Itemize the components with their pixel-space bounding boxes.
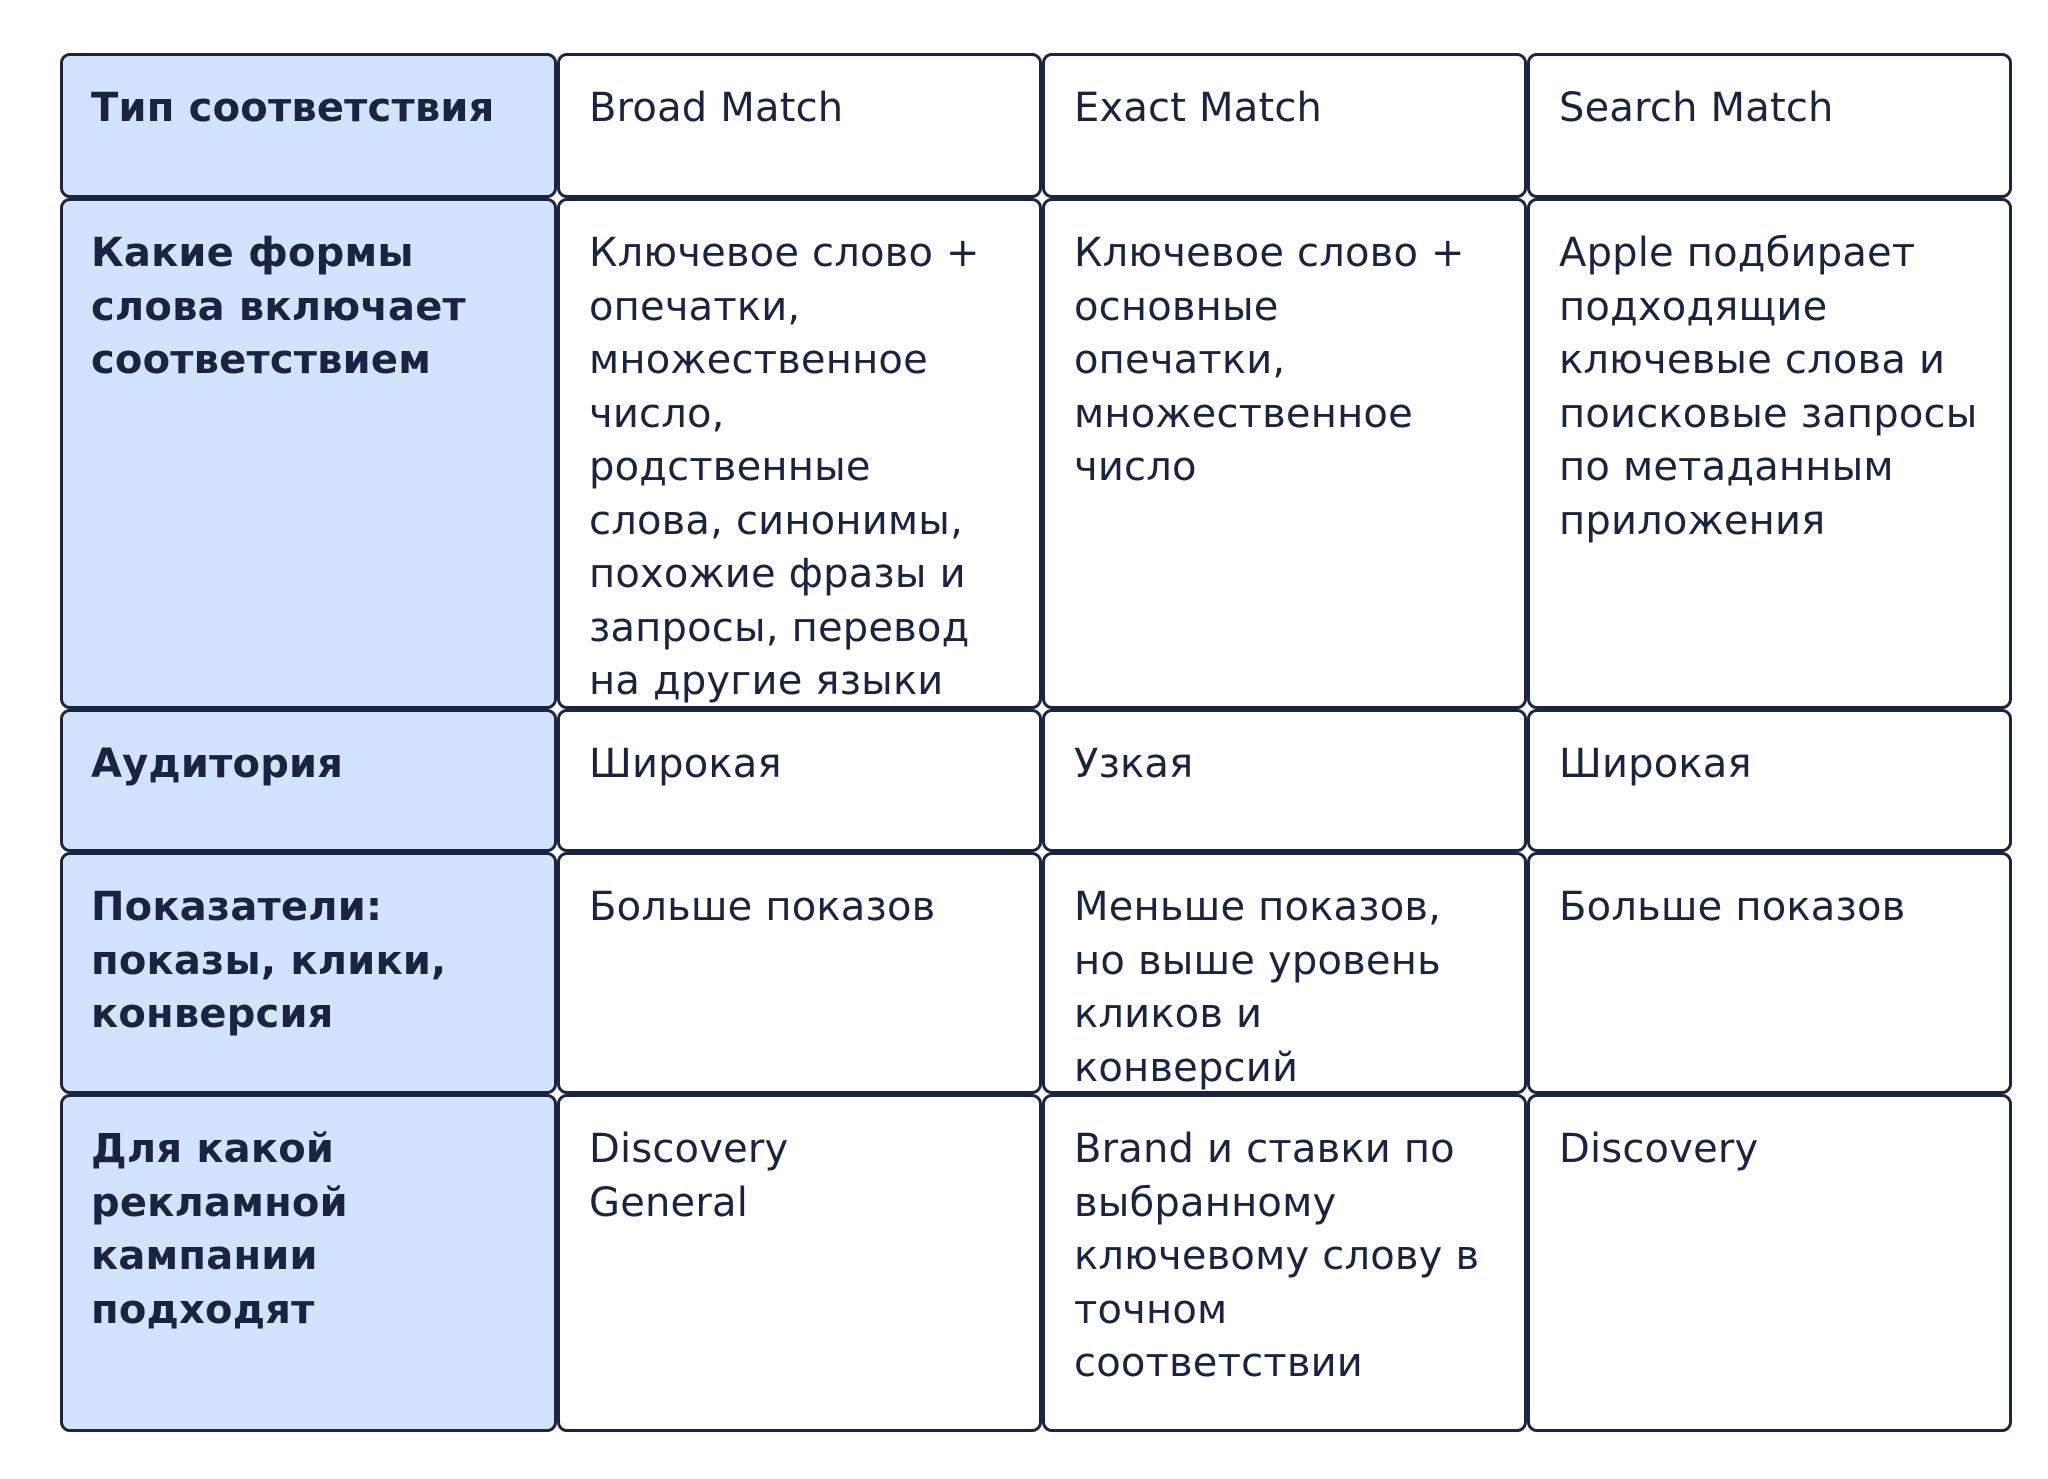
row-label-match-type: Тип соответствия (60, 53, 557, 198)
cell-campaign-search: Discovery (1527, 1094, 2012, 1432)
row-label-metrics: Показатели: показы, клики, конверсия (60, 852, 557, 1094)
cell-audience-search: Широкая (1527, 709, 2012, 852)
cell-word-forms-exact: Ключевое слово + основные опечатки, множественное число (1042, 198, 1527, 709)
cell-metrics-broad: Больше показов (557, 852, 1042, 1094)
cell-campaign-broad: Discovery General (557, 1094, 1042, 1432)
cell-broad-match: Broad Match (557, 53, 1042, 198)
comparison-table (60, 53, 2012, 1432)
cell-exact-match: Exact Match (1042, 53, 1527, 198)
row-label-audience: Аудитория (60, 709, 557, 852)
cell-metrics-search: Больше показов (1527, 852, 2012, 1094)
cell-metrics-exact: Меньше показов, но выше уровень кликов и конверсий (1042, 852, 1527, 1094)
row-label-word-forms: Какие формы слова включает соответствием (60, 198, 557, 709)
cell-audience-broad: Широкая (557, 709, 1042, 852)
cell-campaign-exact: Brand и ставки по выбранному ключевому слову в точном соответствии (1042, 1094, 1527, 1432)
row-label-campaign: Для какой рекламной кампании подходят (60, 1094, 557, 1432)
cell-word-forms-search: Apple подбирает подходящие ключевые слова и поисковые запросы по метаданным приложения (1527, 198, 2012, 709)
cell-audience-exact: Узкая (1042, 709, 1527, 852)
cell-word-forms-broad: Ключевое слово + опечатки, множественное число, родственные слова, синонимы, похожие фразы и запросы, перевод на другие языки (557, 198, 1042, 709)
cell-search-match: Search Match (1527, 53, 2012, 198)
